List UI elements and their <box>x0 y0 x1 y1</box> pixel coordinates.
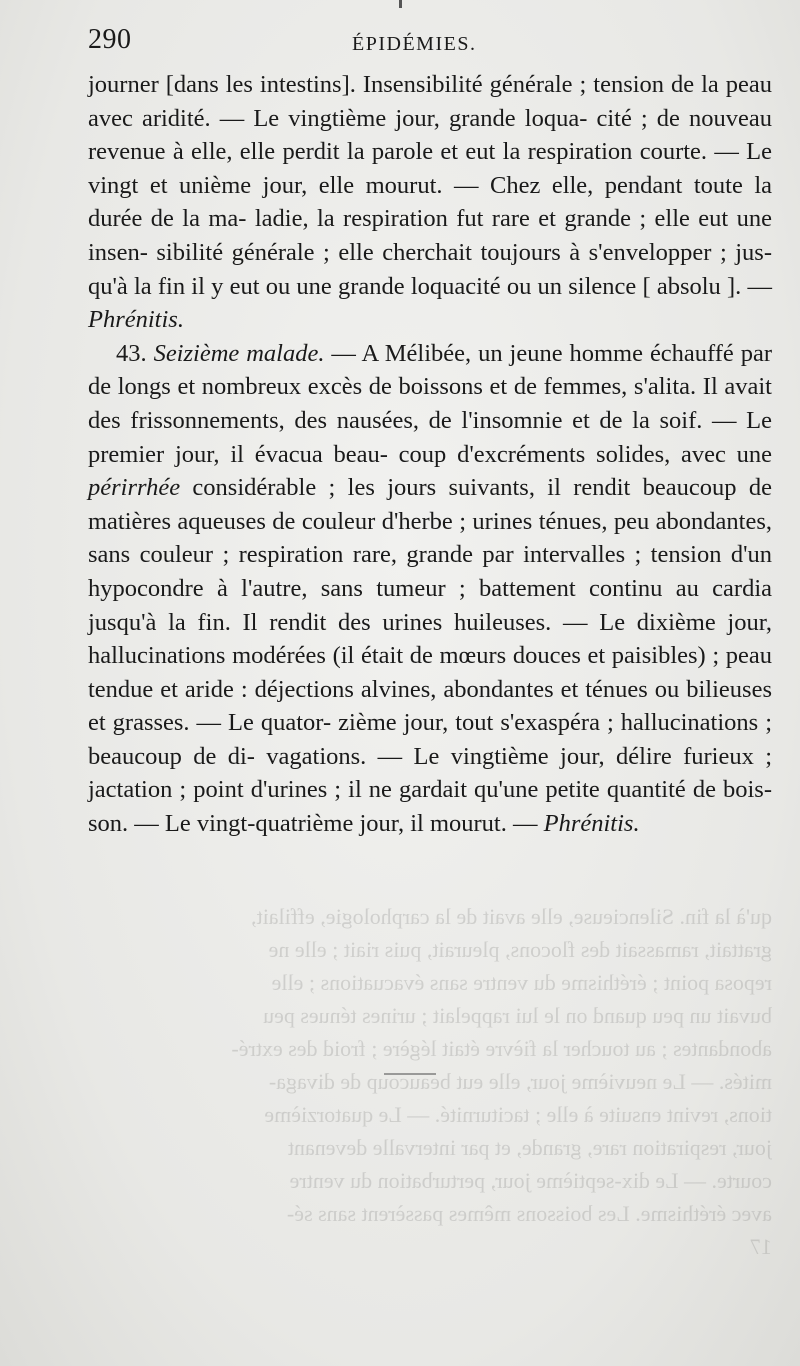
term-italic: périrrhée <box>88 474 181 502</box>
bleed-line: mités. — Le neuvième jour, elle eut beaucoup de divaga- <box>268 1069 772 1094</box>
text-line: cité ; de nouveau revenue à elle, elle perdit la parole et <box>88 104 773 166</box>
case-number: 43. <box>116 339 154 367</box>
text-line: douces et paisibles) ; peau tendue et aride : déjections alvines, <box>88 642 772 703</box>
text-line: eut la respiration courte. — Le vingt et unième jour, elle <box>88 138 773 199</box>
body-text <box>88 68 772 841</box>
text-line: au cardia jusqu'à la fin. Il rendit des urines huileuses. — <box>88 574 773 636</box>
text-line: les jours suivants, il rendit beaucoup de matières aqueuses <box>88 474 772 535</box>
text-line: son. — Le vingt-quatrième jour, il mourut. — <box>88 810 544 838</box>
page-number: 290 <box>88 24 132 55</box>
text-line: [ absolu ]. — <box>642 272 772 300</box>
diagnosis-label: Phrénitis. <box>88 306 184 334</box>
text-line: ladie, la respiration fut rare et grande ; elle eut une insen- <box>88 205 772 266</box>
bleed-line: buvait un peu quand on le lui rappelait ; urines ténues peu <box>263 1003 772 1028</box>
text-line: abondantes et ténues ou bilieuses et grasses. — Le quator- <box>88 675 772 737</box>
text-line: de couleur d'herbe ; urines ténues, peu abondantes, sans <box>88 507 772 569</box>
top-edge-mark <box>399 0 402 8</box>
text-line: zième jour, tout s'exaspéra ; hallucinations ; beaucoup de di- <box>88 709 773 770</box>
bleed-line: jour, respiration rare, grande, et par intervalle devenant <box>287 1135 772 1160</box>
text-line: échauffé par de longs et nombreux excès de boissons et de <box>88 339 773 401</box>
text-line: mourut. — Chez elle, pendant toute la durée de la ma- <box>88 171 773 233</box>
bleed-line: avec éréthisme. Les boissons mêmes passèrent sans sé- <box>286 1201 772 1226</box>
paragraph-1 <box>88 68 772 337</box>
text-line: qu'à la fin il y eut ou une grande loquacité ou un silence <box>88 272 637 300</box>
bleed-line: abondantes ; au toucher la fièvre était légère ; froid des extré- <box>231 1036 772 1061</box>
bleed-line: qu'à la fin. Silencieuse, elle avait de la carphologie, effilait, <box>251 904 772 929</box>
text-line: sibilité générale ; elle cherchait toujours à s'envelopper ; jus- <box>156 238 772 266</box>
diagnosis-label: Phrénitis. <box>543 810 640 838</box>
bleed-line: tions, revint ensuite à elle ; taciturnité. — Le quatorzième <box>264 1102 772 1127</box>
paragraph-2 <box>88 337 772 841</box>
text-line: de la peau avec aridité. — Le vingtième jour, grande loqua- <box>88 71 772 132</box>
text-line: — A Mélibée, un jeune homme <box>324 339 643 367</box>
text-line: coup d'excréments solides, avec une <box>398 440 773 468</box>
bleed-through-text <box>88 900 772 1340</box>
bleed-line: grattait, ramassait des flocons, pleurait, puis riait ; elle ne <box>268 937 772 962</box>
bleed-line: 17 <box>750 1234 772 1259</box>
bleed-line: courte. — Le dix-septième jour, perturbation du ventre <box>289 1168 772 1193</box>
text-line: Le dixième jour, hallucinations modérées (il était de mœurs <box>88 608 773 670</box>
case-title: Seizième malade. <box>153 339 325 367</box>
page-header <box>88 24 772 64</box>
text-line: couleur ; respiration rare, grande par intervalles ; tension <box>139 541 722 569</box>
text-line: vagations. — Le vingtième jour, délire furieux ; jactation ; <box>88 742 773 804</box>
section-divider <box>384 1073 436 1075</box>
text-line: journer [dans les intestins]. Insensibilité générale ; tension <box>88 71 665 98</box>
bleed-line: reposa point ; éréthisme du ventre sans évacuations ; elle <box>271 970 772 995</box>
text-line: d'un hypocondre à l'autre, sans tumeur ; battement continu <box>88 541 773 602</box>
text-line: femmes, s'alita. Il avait des frissonnements, des nausées, de <box>88 373 772 434</box>
text-line: point d'urines ; il ne gardait qu'une petite quantité de bois- <box>193 776 772 804</box>
running-title: ÉPIDÉMIES. <box>352 33 477 55</box>
text-line: l'insomnie et de la soif. — Le premier jour, il évacua beau- <box>88 406 772 468</box>
text-line: considérable ; <box>180 474 336 502</box>
